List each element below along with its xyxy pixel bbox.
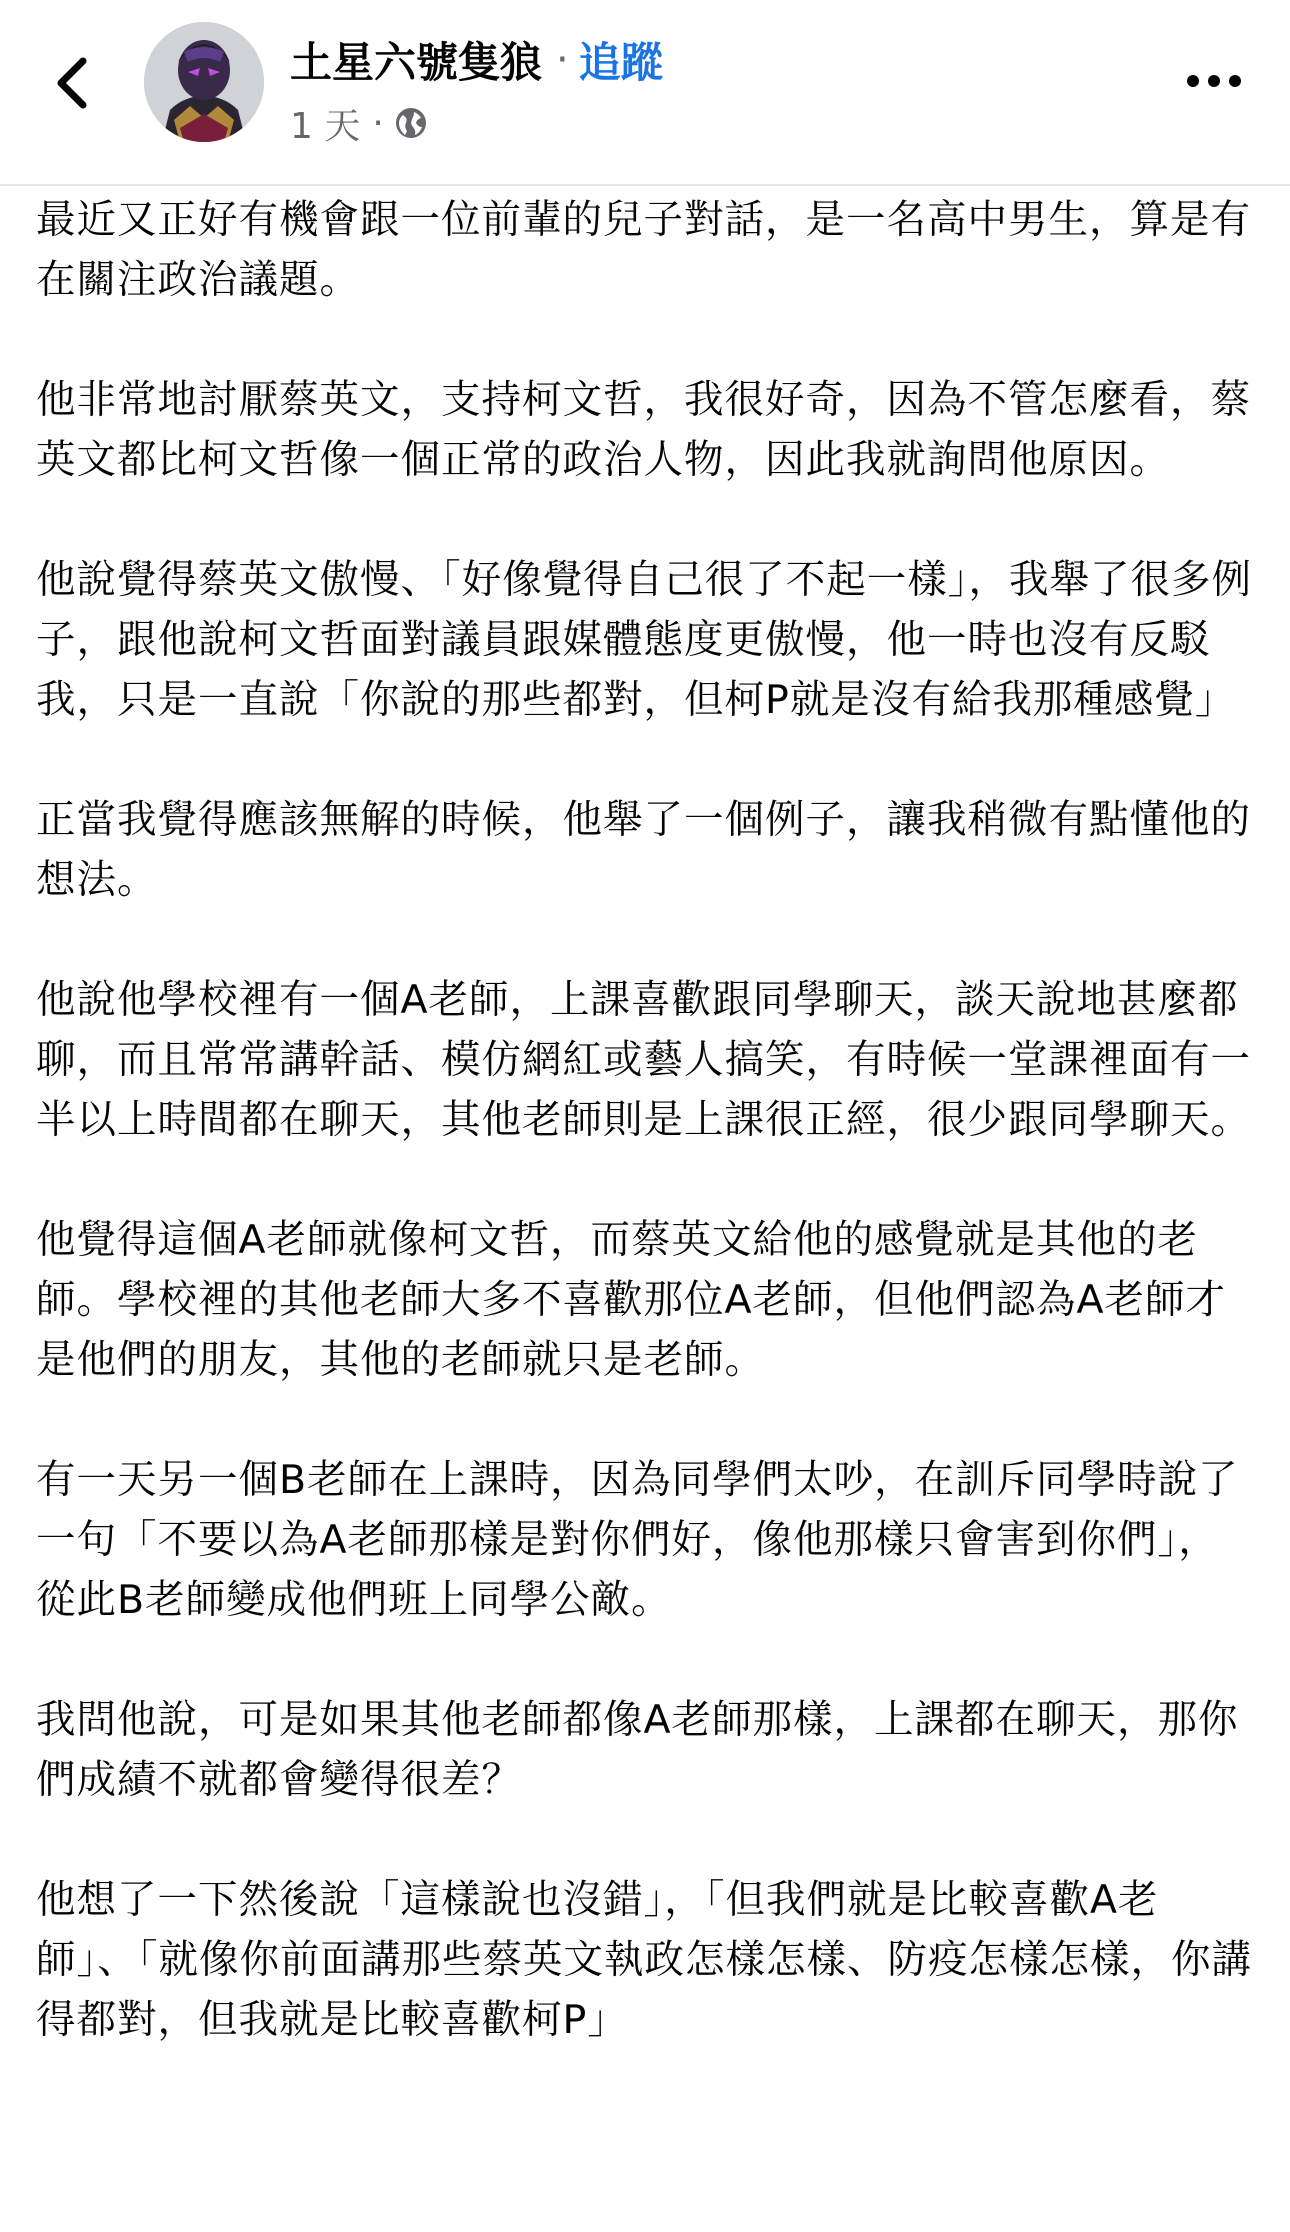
post-header xyxy=(0,0,1290,184)
back-button[interactable] xyxy=(38,40,108,126)
post-paragraph: 他說他學校裡有一個A老師，上課喜歡跟同學聊天，談天說地甚麼都聊，而且常常講幹話、模仿網紅或藝人搞笑，有時候一堂課裡面有一半以上時間都在聊天，其他老師則是上課很正經，很少跟同學聊天。 xyxy=(36,977,1251,1143)
post-paragraph: 他想了一下然後說「這樣說也沒錯」，「但我們就是比較喜歡A老師」、「就像你前面講那些蔡英文執政怎樣怎樣、防疫怎樣怎樣，你講得都對，但我就是比較喜歡柯P」 xyxy=(36,1877,1252,2043)
meta-separator: · xyxy=(372,102,384,144)
globe-icon xyxy=(394,106,428,140)
post-paragraph: 我問他說，可是如果其他老師都像A老師那樣，上課都在聊天，那你們成績不就都會變得很差？ xyxy=(36,1697,1239,1803)
post-paragraph: 正當我覺得應該無解的時候，他舉了一個例子，讓我稍微有點懂他的想法。 xyxy=(36,797,1251,903)
post-timestamp[interactable]: 1 天 xyxy=(290,105,361,147)
chevron-left-icon xyxy=(53,55,93,111)
post-text xyxy=(36,190,1258,2110)
name-separator: · xyxy=(556,37,569,83)
post-paragraph: 他非常地討厭蔡英文，支持柯文哲，我很好奇，因為不管怎麼看，蔡英文都比柯文哲像一個正常的政治人物，因此我就詢問他原因。 xyxy=(36,377,1251,483)
more-horizontal-icon xyxy=(1186,74,1242,88)
name-row xyxy=(290,30,663,90)
post-paragraph: 他說覺得蔡英文傲慢、「好像覺得自己很了不起一樣」，我舉了很多例子，跟他說柯文哲面對議員跟媒體態度更傲慢，他一時也沒有反駁我，只是一直說「你說的那些都對，但柯P就是沒有給我那種感覺」 xyxy=(36,557,1252,723)
post-meta xyxy=(290,98,428,148)
header-divider xyxy=(0,184,1290,186)
follow-button[interactable]: 追蹤 xyxy=(578,38,663,87)
post-paragraph: 有一天另一個B老師在上課時，因為同學們太吵，在訓斥同學時說了一句「不要以為A老師那樣是對你們好，像他那樣只會害到你們」，從此B老師變成他們班上同學公敵。 xyxy=(36,1457,1239,1623)
post-paragraph: 最近又正好有機會跟一位前輩的兒子對話，是一名高中男生，算是有在關注政治議題。 xyxy=(36,197,1251,303)
page-name[interactable]: 土星六號隻狼 xyxy=(290,38,543,87)
avatar-image xyxy=(144,22,264,142)
avatar[interactable] xyxy=(144,22,264,142)
post-paragraph: 他覺得這個A老師就像柯文哲，而蔡英文給他的感覺就是其他的老師。學校裡的其他老師大多不喜歡那位A老師，但他們認為A老師才是他們的朋友，其他的老師就只是老師。 xyxy=(36,1217,1227,1383)
more-options-button[interactable] xyxy=(1178,56,1250,106)
